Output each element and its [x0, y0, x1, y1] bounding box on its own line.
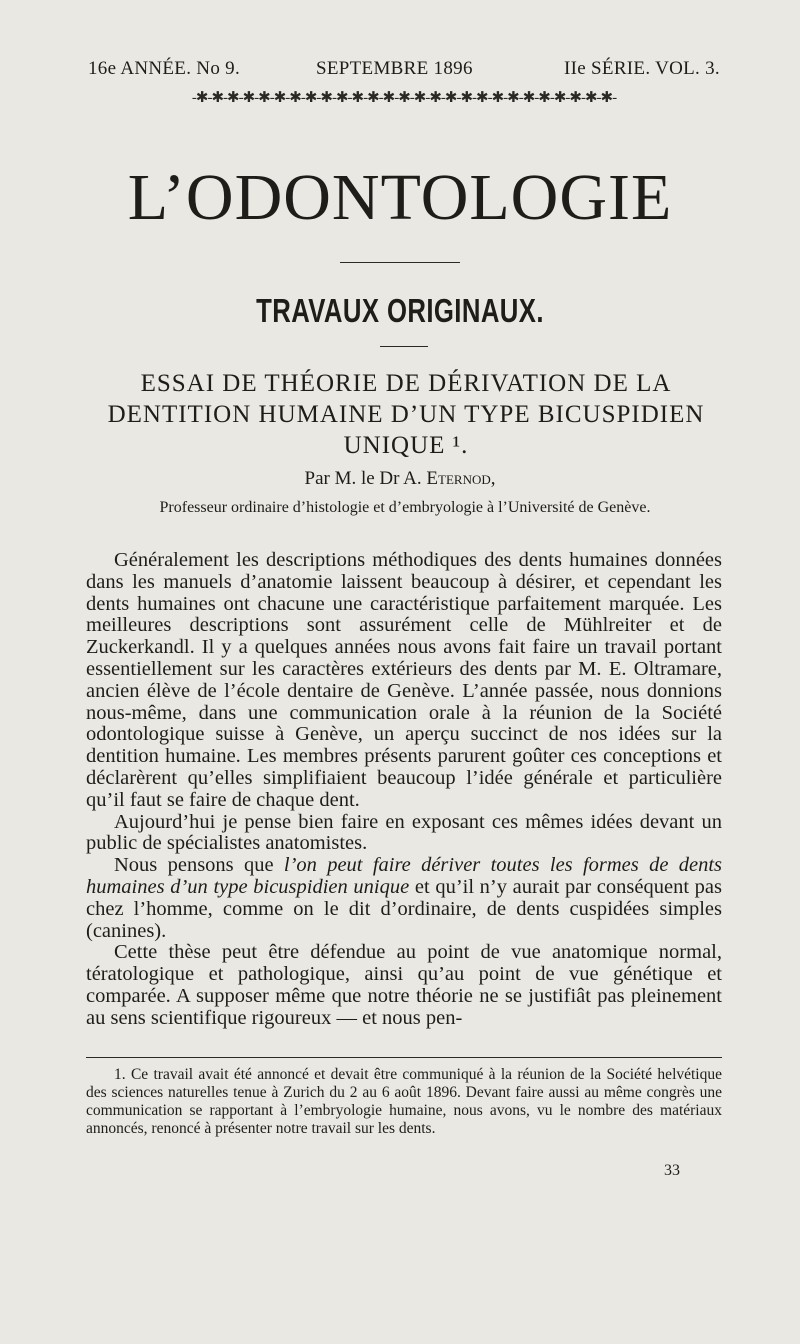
page-number: 33	[664, 1162, 680, 1179]
author-line	[0, 468, 800, 490]
article-body	[86, 550, 722, 1030]
author-affiliation: Professeur ordinaire d’histologie et d’embryologie à l’Université de Genève.	[159, 499, 651, 516]
article-title: ESSAI DE THÉORIE DE DÉRIVATION DE LA DENTITION HUMAINE D’UN TYPE BICUSPIDIEN UNIQUE ¹.	[107, 370, 705, 459]
journal-title: L’ODONTOLOGIE	[127, 161, 673, 234]
author-name: Eternod,	[426, 468, 496, 489]
paragraph-3	[86, 855, 722, 942]
paragraph-3-thesis: l’on peut faire dériver toutes les formes de dents humaines d’un type bicuspidien unique	[86, 854, 723, 898]
header-series: IIe SÉRIE. VOL. 3.	[564, 58, 720, 79]
ornamental-border: -✱-✱-✱-✱-✱-✱-✱-✱-✱-✱-✱-✱-✱-✱-✱-✱-✱-✱-✱-✱-✱-✱-✱-✱-✱-✱-✱-	[191, 90, 617, 106]
footnote-text: 1. Ce travail avait été annoncé et devait être communiqué à la réunion de la Société helvétique des sciences naturelles tenue à Zurich du 2 au 6 août 1896. Devant faire aussi au même congrès une communication se rapportant à l’embryologie humaine, nous avons, vu le nombre des matériaux annoncés, renoncé à présenter notre travail sur les dents.	[86, 1066, 722, 1137]
paragraph-1: Généralement les descriptions méthodiques des dents humaines données dans les manuels d’anatomie laissent beaucoup à désirer, et cependant les dents humaines ont chacune une caractéristique parfaitement marquée. Les meilleures descriptions sont assurément celle de Mühlreiter et de Zuckerkandl. Il y a quelques années nous avons fait faire un travail portant essentiellement sur les caractères extérieurs des dents par M. E. Oltramare, ancien élève de l’école dentaire de Genève. L’année passée, nous donnions nous-même, dans une communication orale à la réunion de la Société odontologique suisse à Genève, un aperçu succinct de nos idées sur la dentition humaine. Les membres présents parurent goûter ces conceptions et déclarèrent qu’elles simplifiaient beaucoup l’idée générale et particulière qu’il faut se faire de chaque dent.	[86, 549, 722, 811]
author-prefix: Par M. le Dr A.	[304, 468, 422, 489]
header-issue: 16e ANNÉE. No 9.	[88, 58, 241, 79]
paragraph-3-start: Nous pensons que	[114, 854, 284, 877]
title-divider	[340, 262, 460, 263]
paragraph-3-end: et qu’il n’y aurait par conséquent pas chez l’homme, comme on le dit d’ordinaire, de dents cuspidées simples (canines).	[86, 875, 722, 942]
section-title: TRAVAUX ORIGINAUX.	[256, 292, 544, 329]
paragraph-4: Cette thèse peut être défendue au point de vue anatomique normal, tératologique et pathologique, ainsi qu’au point de vue génétique et comparée. A supposer même que notre théorie ne se justifiât pas pleinement au sens scientifique rigoureux — et nous pen-	[86, 941, 722, 1029]
footnote	[86, 1066, 722, 1138]
paragraph-2: Aujourd’hui je pense bien faire en exposant ces mêmes idées devant un public de spécialistes anatomistes.	[86, 810, 722, 855]
header-date: SEPTEMBRE 1896	[316, 58, 473, 79]
section-divider	[380, 346, 428, 347]
footnote-divider	[86, 1057, 722, 1058]
